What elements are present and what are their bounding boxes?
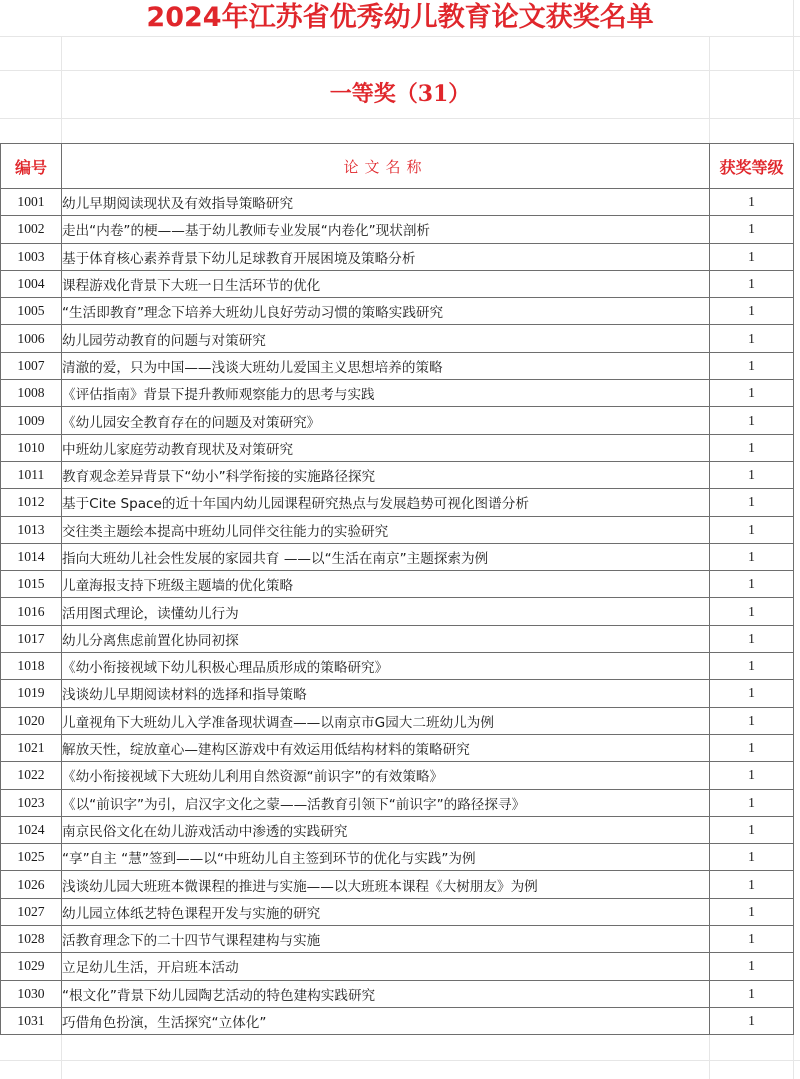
paper-title: 幼儿园劳动教育的问题与对策研究 [62,325,710,352]
table-row [1,571,794,598]
row-id: 1025 [1,844,62,871]
row-id: 1020 [1,707,62,734]
paper-title: 《幼小衔接视域下幼儿积极心理品质形成的策略研究》 [62,653,710,680]
award-grade: 1 [710,189,794,216]
paper-title: 幼儿分离焦虑前置化协同初探 [62,625,710,652]
row-id: 1010 [1,434,62,461]
row-id: 1013 [1,516,62,543]
row-id: 1028 [1,926,62,953]
row-id: 1023 [1,789,62,816]
paper-title: 儿童海报支持下班级主题墙的优化策略 [62,571,710,598]
award-grade: 1 [710,953,794,980]
row-id: 1012 [1,489,62,516]
award-grade: 1 [710,461,794,488]
table-row [1,407,794,434]
table-row [1,461,794,488]
paper-title: 《幼儿园安全教育存在的问题及对策研究》 [62,407,710,434]
paper-title: 南京民俗文化在幼儿游戏活动中渗透的实践研究 [62,816,710,843]
paper-title: 浅谈幼儿早期阅读材料的选择和指导策略 [62,680,710,707]
row-id: 1015 [1,571,62,598]
table-row [1,953,794,980]
page-title: 2024年江苏省优秀幼儿教育论文获奖名单 [146,2,654,33]
table-row [1,325,794,352]
paper-title: 《评估指南》背景下提升教师观察能力的思考与实践 [62,380,710,407]
paper-title: 指向大班幼儿社会性发展的家园共育 ——以“生活在南京”主题探索为例 [62,543,710,570]
column-header-id: 编号 [1,144,62,189]
row-id: 1011 [1,461,62,488]
table-row [1,653,794,680]
paper-title: 中班幼儿家庭劳动教育现状及对策研究 [62,434,710,461]
row-id: 1001 [1,189,62,216]
table-row [1,871,794,898]
table-row [1,625,794,652]
table-row [1,789,794,816]
table-row [1,516,794,543]
paper-title: 浅谈幼儿园大班班本微课程的推进与实施——以大班班本课程《大树朋友》为例 [62,871,710,898]
award-grade: 1 [710,243,794,270]
award-grade: 1 [710,844,794,871]
row-id: 1031 [1,1007,62,1034]
table-row [1,707,794,734]
row-id: 1002 [1,216,62,243]
grid-line [61,1034,62,1079]
table-row [1,352,794,379]
section-title: 一等奖（31） [329,81,471,107]
row-id: 1006 [1,325,62,352]
grid-line [0,1060,800,1061]
award-grade: 1 [710,980,794,1007]
row-id: 1021 [1,734,62,761]
paper-title: 活教育理念下的二十四节气课程建构与实施 [62,926,710,953]
row-id: 1024 [1,816,62,843]
row-id: 1008 [1,380,62,407]
table-row [1,489,794,516]
table-row [1,980,794,1007]
award-grade: 1 [710,625,794,652]
table-row [1,216,794,243]
award-grade: 1 [710,1007,794,1034]
table-row [1,844,794,871]
award-grade: 1 [710,325,794,352]
paper-title: “生活即教育”理念下培养大班幼儿良好劳动习惯的策略实践研究 [62,298,710,325]
row-id: 1018 [1,653,62,680]
table-row [1,270,794,297]
table-row [1,762,794,789]
row-id: 1019 [1,680,62,707]
award-grade: 1 [710,489,794,516]
award-grade: 1 [710,926,794,953]
row-id: 1017 [1,625,62,652]
paper-title: 《幼小衔接视域下大班幼儿利用自然资源“前识字”的有效策略》 [62,762,710,789]
award-grade: 1 [710,680,794,707]
paper-title: 《以“前识字”为引，启汉字文化之蒙——活教育引领下“前识字”的路径探寻》 [62,789,710,816]
paper-title: 巧借角色扮演，生活探究“立体化” [62,1007,710,1034]
award-grade: 1 [710,270,794,297]
table-row [1,680,794,707]
paper-title: 立足幼儿生活，开启班本活动 [62,953,710,980]
grid-line [0,118,800,119]
grid-line [709,1034,710,1079]
row-id: 1027 [1,898,62,925]
table-row [1,543,794,570]
paper-title: 幼儿园立体纸艺特色课程开发与实施的研究 [62,898,710,925]
row-id: 1005 [1,298,62,325]
table-row [1,298,794,325]
paper-title: 解放天性，绽放童心—建构区游戏中有效运用低结构材料的策略研究 [62,734,710,761]
row-id: 1030 [1,980,62,1007]
award-grade: 1 [710,734,794,761]
table-row [1,434,794,461]
paper-title: 幼儿早期阅读现状及有效指导策略研究 [62,189,710,216]
row-id: 1004 [1,270,62,297]
row-id: 1022 [1,762,62,789]
award-grade: 1 [710,352,794,379]
award-grade: 1 [710,898,794,925]
paper-title: 基于Cite Space的近十年国内幼儿园课程研究热点与发展趋势可视化图谱分析 [62,489,710,516]
paper-title: “根文化”背景下幼儿园陶艺活动的特色建构实践研究 [62,980,710,1007]
award-grade: 1 [710,598,794,625]
paper-title: 活用图式理论，读懂幼儿行为 [62,598,710,625]
award-grade: 1 [710,216,794,243]
grid-line [0,36,800,37]
table-row [1,380,794,407]
paper-title: 清澈的爱，只为中国——浅谈大班幼儿爱国主义思想培养的策略 [62,352,710,379]
paper-title: 走出“内卷”的梗——基于幼儿教师专业发展“内卷化”现状剖析 [62,216,710,243]
award-table [0,143,794,1035]
row-id: 1009 [1,407,62,434]
award-grade: 1 [710,816,794,843]
table-row [1,734,794,761]
paper-title: “享”自主 “慧”签到——以“中班幼儿自主签到环节的优化与实践”为例 [62,844,710,871]
award-grade: 1 [710,516,794,543]
award-grade: 1 [710,380,794,407]
award-grade: 1 [710,707,794,734]
table-row [1,243,794,270]
row-id: 1014 [1,543,62,570]
award-grade: 1 [710,434,794,461]
award-grade: 1 [710,871,794,898]
paper-title: 课程游戏化背景下大班一日生活环节的优化 [62,270,710,297]
table-row [1,816,794,843]
row-id: 1003 [1,243,62,270]
row-id: 1026 [1,871,62,898]
table-row [1,1007,794,1034]
table-header-row [1,144,794,189]
paper-title: 教育观念差异背景下“幼小”科学衔接的实施路径探究 [62,461,710,488]
row-id: 1029 [1,953,62,980]
column-header-name: 论文名称 [62,144,710,189]
paper-title: 儿童视角下大班幼儿入学准备现状调查——以南京市G园大二班幼儿为例 [62,707,710,734]
table-row [1,598,794,625]
paper-title: 交往类主题绘本提高中班幼儿同伴交往能力的实验研究 [62,516,710,543]
award-grade: 1 [710,653,794,680]
award-grade: 1 [710,407,794,434]
table-row [1,926,794,953]
award-grade: 1 [710,789,794,816]
paper-title: 基于体育核心素养背景下幼儿足球教育开展困境及策略分析 [62,243,710,270]
award-grade: 1 [710,543,794,570]
column-header-grade: 获奖等级 [710,144,794,189]
table-row [1,189,794,216]
row-id: 1016 [1,598,62,625]
award-grade: 1 [710,571,794,598]
award-grade: 1 [710,298,794,325]
award-grade: 1 [710,762,794,789]
table-row [1,898,794,925]
row-id: 1007 [1,352,62,379]
